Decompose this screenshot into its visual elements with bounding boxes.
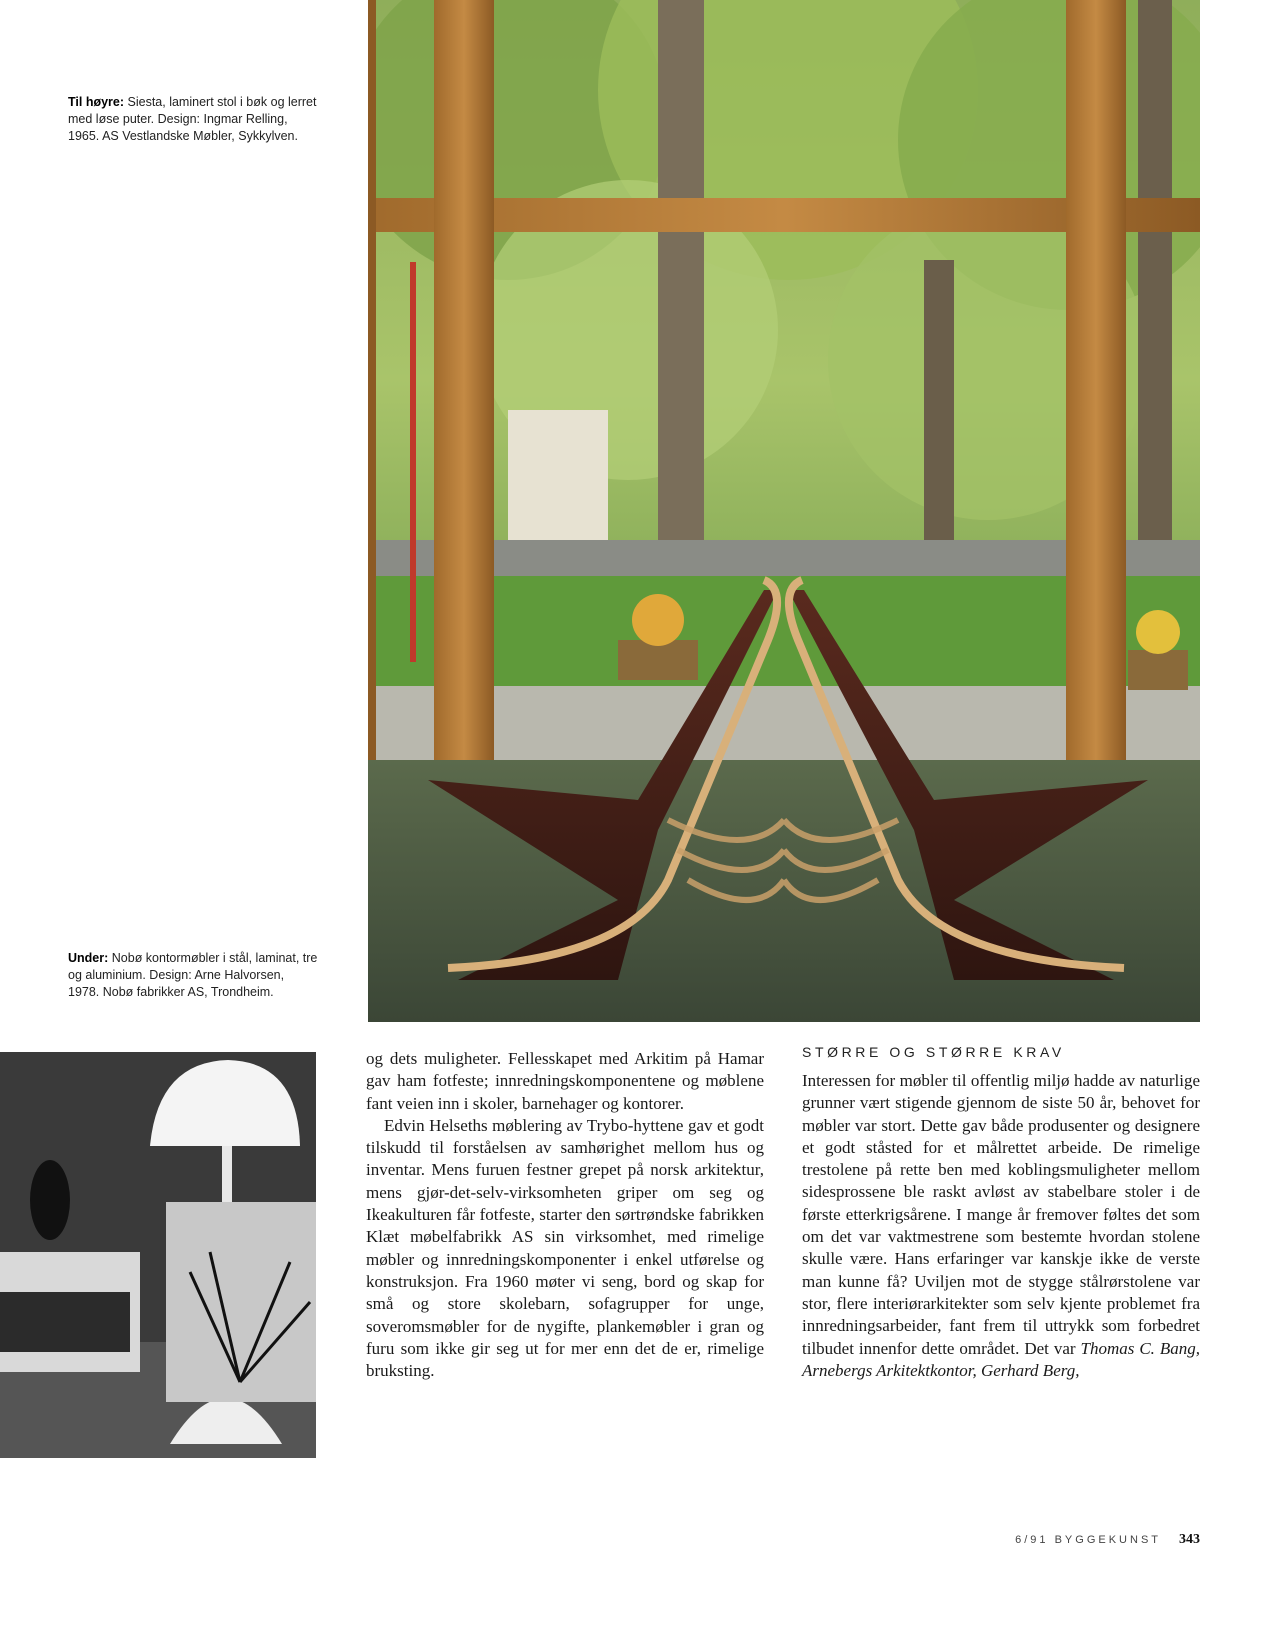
photo-siesta-chairs bbox=[368, 0, 1200, 1022]
page-number: 343 bbox=[1179, 1532, 1200, 1547]
caption-under bbox=[68, 950, 318, 1001]
text-column-2 bbox=[802, 1070, 1200, 1382]
photo-nobo-office-illustration bbox=[0, 1052, 316, 1458]
text-column-1 bbox=[366, 1048, 764, 1382]
caption-right-lead: Til høyre: bbox=[68, 95, 125, 109]
column1-paragraph-1: og dets muligheter. Fellesskapet med Arkitim på Hamar gav ham fotfeste; innredningskomponentene og møblene fant veien inn i skoler, barnehager og kontorer. bbox=[366, 1049, 764, 1113]
photo-nobo-office-furniture bbox=[0, 1052, 316, 1458]
caption-right bbox=[68, 94, 318, 145]
caption-under-lead: Under: bbox=[68, 951, 109, 965]
footer-issue: 6/91 BYGGEKUNST bbox=[1015, 1534, 1161, 1546]
caption-right-text: Siesta, laminert stol i bøk og lerret med løse puter. Design: Ingmar Relling, 1965. AS Vestlandske Møbler, Sykkylven. bbox=[68, 95, 317, 143]
column2-paragraph-1-text: Interessen for møbler til offentlig miljø hadde av naturlige grunner vært stigende gjennom de siste 50 år, behovet for møbler var stort. Dette gav både produsenter og designere et godt ståsted for et målrettet arbeide. De rimelige trestolene på rette ben med koblingsmuligheter mellom sidesprossene ble raskt avløst av stabelbare stoler i de første etterkrigsårene. I mange år fremover føltes det som om det var vaktmestrene som bestemte hvordan stolene skulle være. Hans erfaringer var kanskje ikke de verste man kunne få? Uviljen mot de stygge stålrørstolene var stor, flere interiørarkitekter som selv kjente problemet fra innredningsarbeider, fant frem til uttrykk som forbedret tilbudet innenfor dette området. Det var bbox=[802, 1071, 1200, 1358]
caption-under-text: Nobø kontormøbler i stål, laminat, tre og aluminium. Design: Arne Halvorsen, 1978. Nobø fabrikker AS, Trondheim. bbox=[68, 951, 318, 999]
photo-siesta-chairs-illustration bbox=[368, 0, 1200, 1022]
column2-paragraph-1 bbox=[802, 1070, 1200, 1382]
page-footer bbox=[1015, 1532, 1200, 1548]
column1-paragraph-2: Edvin Helseths møblering av Trybo-hyttene gav et godt tilskudd til forståelsen av samhørighet mellom hus og inventar. Mens furuen festner grepet på norsk arkitektur, mens gjør-det-selv-virksomheten griper om seg og Ikeakulturen får fotfeste, starter den sørtrøndske fabrikken Klæt møbelfabrikk AS sin virksomhet, med rimelige møbler og innredningskomponenter i enkel utførelse og konstruksjon. Fra 1960 møter vi seng, bord og skap for små og store skolebarn, sofagrupper for unge, soveromsmøbler for de nygifte, plankemøbler i gran og furu som ikke gir seg ut for mer enn det de er, rimelige bruksting. bbox=[366, 1115, 764, 1381]
section-heading: STØRRE OG STØRRE KRAV bbox=[802, 1044, 1065, 1060]
column2-designer-names: Thomas C. Bang, Arnebergs Arkitektkontor, Gerhard Berg, bbox=[802, 1338, 1200, 1380]
